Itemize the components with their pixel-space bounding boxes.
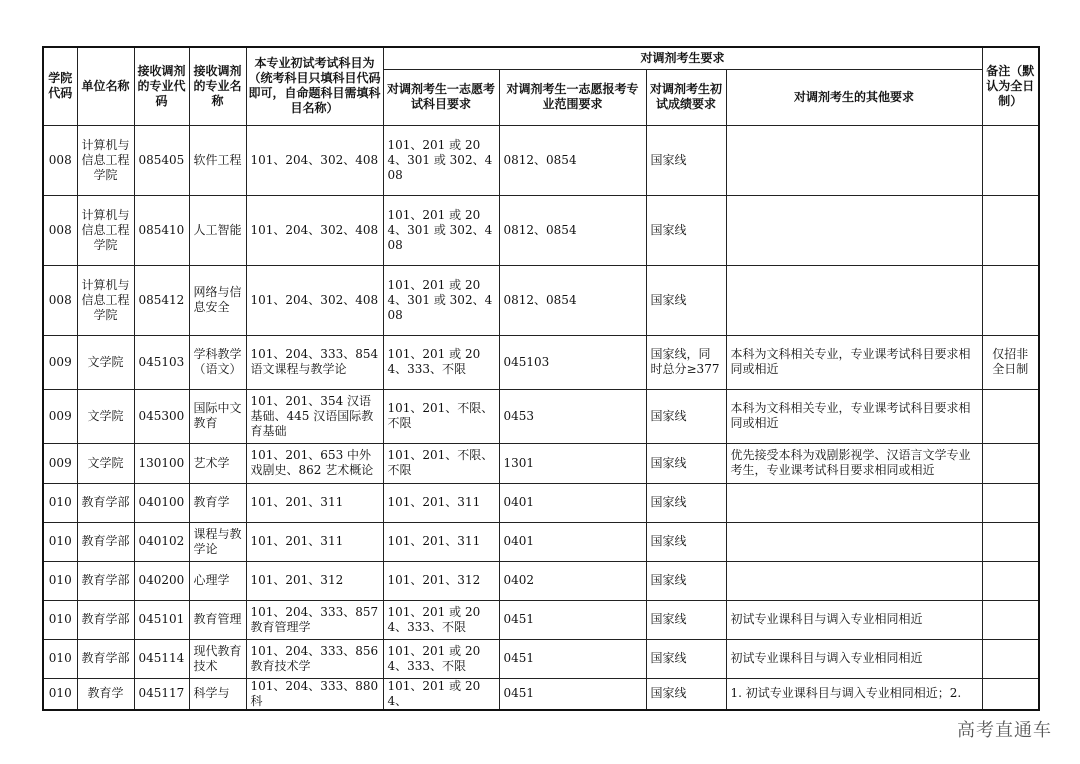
cell-req-major-range: 0812、0854	[499, 195, 646, 265]
header-major-name: 接收调剂的专业名称	[189, 47, 246, 125]
cell-exam-subjects: 101、204、302、408	[246, 265, 383, 335]
cell-exam-subjects: 101、204、333、854 语文课程与教学论	[246, 335, 383, 389]
cell-college-code: 009	[43, 335, 77, 389]
cell-remark	[982, 195, 1039, 265]
cell-exam-subjects: 101、204、302、408	[246, 195, 383, 265]
adjustment-table	[42, 46, 1040, 711]
cell-req-subjects: 101、201 或 204、333、不限	[383, 600, 499, 639]
cell-req-subjects: 101、201、312	[383, 561, 499, 600]
cell-req-major-range: 0401	[499, 522, 646, 561]
cell-major-code: 040102	[134, 522, 189, 561]
cell-unit-name: 教育学部	[77, 561, 134, 600]
cell-exam-subjects: 101、201、354 汉语基础、445 汉语国际教育基础	[246, 389, 383, 443]
table-row	[43, 335, 1039, 389]
cell-major-code: 130100	[134, 443, 189, 483]
cell-req-major-range: 0401	[499, 483, 646, 522]
cell-exam-subjects: 101、201、653 中外戏剧史、862 艺术概论	[246, 443, 383, 483]
watermark: 高考直通车	[957, 720, 1052, 741]
cell-unit-name: 教育学	[77, 678, 134, 710]
cell-college-code: 010	[43, 522, 77, 561]
cell-unit-name: 教育学部	[77, 600, 134, 639]
cell-major-code: 045114	[134, 639, 189, 678]
cell-req-score: 国家线	[646, 125, 726, 195]
cell-req-major-range: 0812、0854	[499, 265, 646, 335]
table-row	[43, 443, 1039, 483]
cell-req-other: 优先接受本科为戏剧影视学、汉语言文学专业考生，专业课考试科目要求相同或相近	[726, 443, 982, 483]
cell-req-other: 初试专业课科目与调入专业相同相近	[726, 639, 982, 678]
table-row	[43, 483, 1039, 522]
cell-unit-name: 文学院	[77, 389, 134, 443]
cell-req-major-range: 0402	[499, 561, 646, 600]
cell-req-score: 国家线	[646, 639, 726, 678]
cell-req-score: 国家线	[646, 483, 726, 522]
cell-req-other	[726, 195, 982, 265]
cell-req-major-range: 1301	[499, 443, 646, 483]
cell-req-other: 1. 初试专业课科目与调入专业相同相近；2.	[726, 678, 982, 710]
cell-req-subjects: 101、201、不限、不限	[383, 443, 499, 483]
cell-major-code: 045101	[134, 600, 189, 639]
cell-req-other	[726, 483, 982, 522]
cell-exam-subjects: 101、201、311	[246, 483, 383, 522]
cell-req-major-range: 045103	[499, 335, 646, 389]
cell-remark	[982, 600, 1039, 639]
cell-req-score: 国家线	[646, 561, 726, 600]
cell-college-code: 010	[43, 678, 77, 710]
cell-college-code: 010	[43, 600, 77, 639]
header-major-code: 接收调剂的专业代码	[134, 47, 189, 125]
cell-req-major-range: 0812、0854	[499, 125, 646, 195]
cell-unit-name: 文学院	[77, 443, 134, 483]
cell-college-code: 010	[43, 561, 77, 600]
cell-req-score: 国家线	[646, 443, 726, 483]
cell-req-subjects: 101、201 或 204、	[383, 678, 499, 710]
cell-remark	[982, 678, 1039, 710]
table-row	[43, 561, 1039, 600]
cell-remark	[982, 125, 1039, 195]
cell-major-code: 045117	[134, 678, 189, 710]
cell-unit-name: 计算机与信息工程学院	[77, 265, 134, 335]
cell-college-code: 008	[43, 265, 77, 335]
table-row	[43, 265, 1039, 335]
cell-exam-subjects: 101、201、312	[246, 561, 383, 600]
cell-req-subjects: 101、201、不限、不限	[383, 389, 499, 443]
cell-major-name: 网络与信息安全	[189, 265, 246, 335]
cell-exam-subjects: 101、204、302、408	[246, 125, 383, 195]
table-row	[43, 125, 1039, 195]
cell-major-code: 085410	[134, 195, 189, 265]
cell-exam-subjects: 101、204、333、880 科	[246, 678, 383, 710]
cell-req-score: 国家线	[646, 389, 726, 443]
table-row	[43, 195, 1039, 265]
header-group-title: 对调剂考生要求	[383, 47, 982, 69]
cell-req-subjects: 101、201、311	[383, 483, 499, 522]
cell-exam-subjects: 101、201、311	[246, 522, 383, 561]
cell-major-code: 085405	[134, 125, 189, 195]
header-remark: 备注（默认为全日制）	[982, 47, 1039, 125]
cell-major-name: 国际中文教育	[189, 389, 246, 443]
cell-college-code: 010	[43, 483, 77, 522]
header-req-subjects: 对调剂考生一志愿考试科目要求	[383, 69, 499, 125]
cell-req-other	[726, 522, 982, 561]
cell-req-subjects: 101、201 或 204、301 或 302、408	[383, 125, 499, 195]
cell-remark	[982, 483, 1039, 522]
cell-remark	[982, 389, 1039, 443]
cell-unit-name: 教育学部	[77, 483, 134, 522]
cell-req-score: 国家线	[646, 600, 726, 639]
cell-major-name: 人工智能	[189, 195, 246, 265]
cell-college-code: 008	[43, 125, 77, 195]
cell-unit-name: 计算机与信息工程学院	[77, 195, 134, 265]
cell-major-name: 艺术学	[189, 443, 246, 483]
cell-req-score: 国家线	[646, 265, 726, 335]
cell-remark	[982, 561, 1039, 600]
cell-major-name: 教育学	[189, 483, 246, 522]
cell-remark	[982, 443, 1039, 483]
cell-req-score: 国家线，同时总分≥377	[646, 335, 726, 389]
cell-college-code: 009	[43, 443, 77, 483]
table-row	[43, 600, 1039, 639]
cell-req-other: 初试专业课科目与调入专业相同相近	[726, 600, 982, 639]
header-college-code: 学院代码	[43, 47, 77, 125]
header-unit-name: 单位名称	[77, 47, 134, 125]
cell-req-score: 国家线	[646, 678, 726, 710]
cell-remark: 仅招非全日制	[982, 335, 1039, 389]
cell-major-name: 教育管理	[189, 600, 246, 639]
cell-major-name: 软件工程	[189, 125, 246, 195]
header-req-other: 对调剂考生的其他要求	[726, 69, 982, 125]
cell-req-major-range: 0453	[499, 389, 646, 443]
table-row	[43, 639, 1039, 678]
cell-req-subjects: 101、201 或 204、301 或 302、408	[383, 265, 499, 335]
table-body	[43, 125, 1039, 710]
header-exam-subjects: 本专业初试考试科目为（统考科目只填科目代码即可，自命题科目需填科目名称）	[246, 47, 383, 125]
cell-req-subjects: 101、201、311	[383, 522, 499, 561]
table-row	[43, 522, 1039, 561]
cell-req-subjects: 101、201 或 204、333、不限	[383, 335, 499, 389]
cell-req-major-range: 0451	[499, 600, 646, 639]
cell-college-code: 008	[43, 195, 77, 265]
cell-req-other	[726, 265, 982, 335]
header-req-score: 对调剂考生初试成绩要求	[646, 69, 726, 125]
cell-unit-name: 教育学部	[77, 522, 134, 561]
cell-req-major-range: 0451	[499, 639, 646, 678]
cell-major-code: 085412	[134, 265, 189, 335]
cell-major-name: 科学与	[189, 678, 246, 710]
cell-major-code: 045103	[134, 335, 189, 389]
cell-remark	[982, 265, 1039, 335]
table-row	[43, 389, 1039, 443]
cell-major-name: 课程与教学论	[189, 522, 246, 561]
cell-req-other	[726, 561, 982, 600]
cell-unit-name: 教育学部	[77, 639, 134, 678]
cell-remark	[982, 639, 1039, 678]
cell-exam-subjects: 101、204、333、857 教育管理学	[246, 600, 383, 639]
cell-major-name: 心理学	[189, 561, 246, 600]
cell-req-other: 本科为文科相关专业，专业课考试科目要求相同或相近	[726, 389, 982, 443]
cell-exam-subjects: 101、204、333、856 教育技术学	[246, 639, 383, 678]
cell-req-major-range: 0451	[499, 678, 646, 710]
cell-unit-name: 计算机与信息工程学院	[77, 125, 134, 195]
cell-req-other: 本科为文科相关专业，专业课考试科目要求相同或相近	[726, 335, 982, 389]
cell-req-score: 国家线	[646, 195, 726, 265]
cell-req-score: 国家线	[646, 522, 726, 561]
cell-major-code: 045300	[134, 389, 189, 443]
cell-req-other	[726, 125, 982, 195]
cell-major-code: 040100	[134, 483, 189, 522]
cell-unit-name: 文学院	[77, 335, 134, 389]
cell-remark	[982, 522, 1039, 561]
cell-college-code: 009	[43, 389, 77, 443]
cell-req-subjects: 101、201 或 204、333、不限	[383, 639, 499, 678]
header-req-major-range: 对调剂考生一志愿报考专业范围要求	[499, 69, 646, 125]
cell-major-name: 学科教学（语文）	[189, 335, 246, 389]
cell-major-name: 现代教育技术	[189, 639, 246, 678]
cell-major-code: 040200	[134, 561, 189, 600]
cell-req-subjects: 101、201 或 204、301 或 302、408	[383, 195, 499, 265]
table-row	[43, 678, 1039, 710]
cell-college-code: 010	[43, 639, 77, 678]
